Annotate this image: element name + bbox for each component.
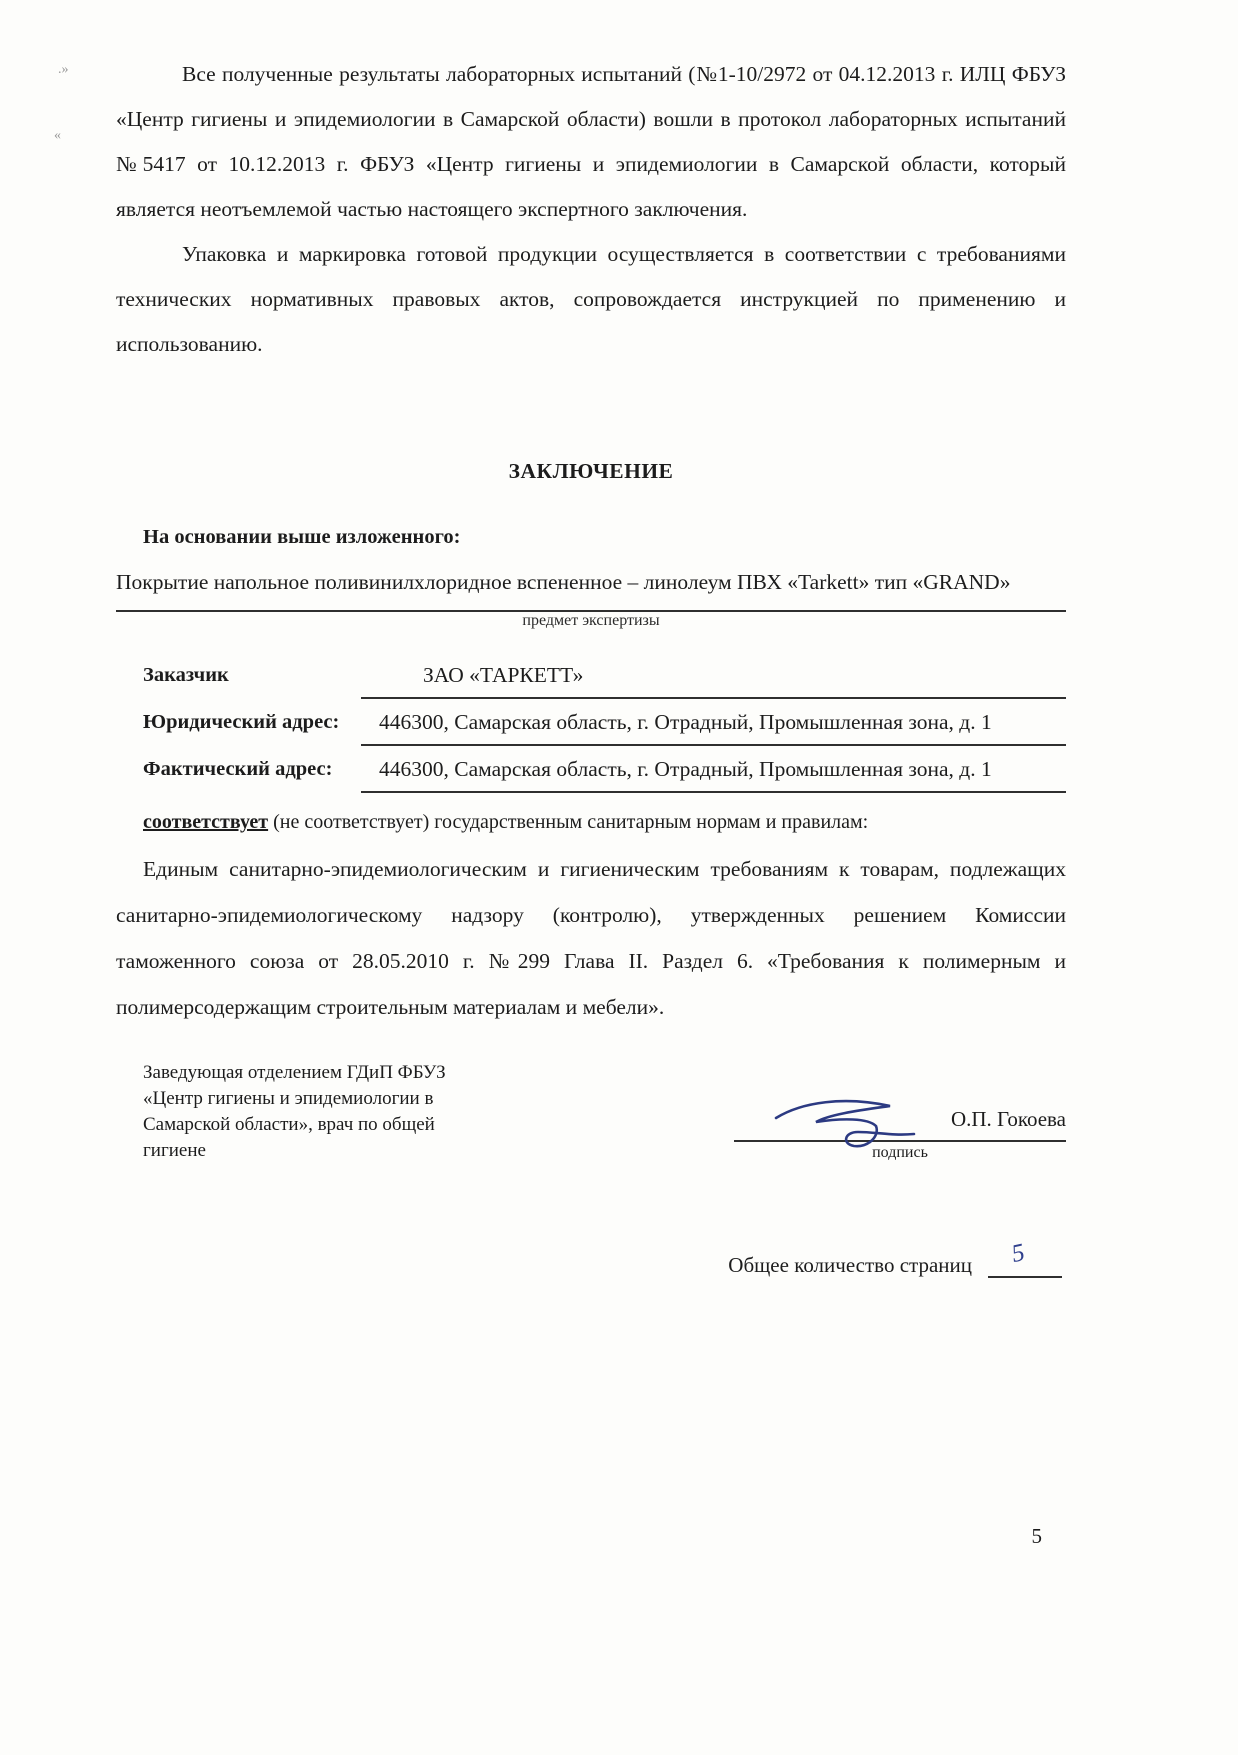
field-row-customer	[116, 652, 1066, 699]
scan-artifact: «	[54, 128, 61, 143]
field-row-actual-address	[116, 746, 1066, 793]
total-pages-blank	[988, 1239, 1062, 1278]
signature-block	[116, 1060, 1066, 1164]
signer-position: Заведующая отделением ГДиП ФБУЗ «Центр гигиены и эпидемиологии в Самарской области», врач по общей гигиене	[143, 1062, 446, 1161]
signature-caption: подпись	[872, 1144, 928, 1161]
page-number: 5	[1031, 1524, 1042, 1548]
conclusion-heading: ЗАКЛЮЧЕНИЕ	[508, 459, 674, 483]
field-row-legal-address	[116, 699, 1066, 746]
field-label-legal-address: Юридический адрес:	[143, 711, 340, 733]
subject-caption: предмет экспертизы	[522, 612, 660, 629]
compliance-paragraph: Единым санитарно-эпидемиологическим и гигиеническим требованиям к товарам, подлежащих санитарно-эпидемиологическому надзору (контролю), утвержденных решением Комиссии таможенного союза от 28.05.2010 г. №299 Глава II. Раздел 6. «Требования к полимерным и полимерсодержащим строительным материалам и мебели».	[116, 857, 1066, 1019]
field-label-actual-address: Фактический адрес:	[143, 758, 333, 780]
total-pages-line	[116, 1239, 1066, 1278]
field-value-legal-address: 446300, Самарская область, г. Отрадный, Промышленная зона, д. 1	[361, 699, 1066, 746]
paragraph-lab-results: Все полученные результаты лабораторных испытаний (№1-10/2972 от 04.12.2013 г. ИЛЦ ФБУЗ «Центр гигиены и эпидемиологии в Самарской области) вошли в протокол лабораторных испытаний №5417 от 10.12.2013 г. ФБУЗ «Центр гигиены и эпидемиологии в Самарской области, который является неотъемлемой частью настоящего экспертного заключения.	[116, 62, 1066, 221]
field-label-customer: Заказчик	[143, 664, 229, 686]
fields-block	[116, 652, 1066, 793]
signer-name: О.П. Гокоева	[950, 1107, 1066, 1131]
compliance-line	[116, 811, 1066, 834]
subject-text: Покрытие напольное поливинилхлоридное вспененное – линолеум ПВХ «Tarkett» тип «GRAND»	[116, 570, 1011, 594]
field-value-actual-address: 446300, Самарская область, г. Отрадный, Промышленная зона, д. 1	[361, 746, 1066, 793]
signature-line	[734, 1074, 1066, 1142]
compliance-rest: (не соответствует) государственным санитарным нормам и правилам:	[268, 811, 869, 833]
scan-artifact: .»	[58, 62, 69, 77]
basis-label: На основании выше изложенного:	[143, 526, 461, 548]
paragraph-packaging: Упаковка и маркировка готовой продукции осуществляется в соответствии с требованиями технических нормативных правовых актов, сопровождается инструкцией по применению и использованию.	[116, 242, 1066, 356]
total-pages-handwritten-value: 5	[1009, 1239, 1028, 1269]
signature-area	[734, 1074, 1066, 1162]
handwritten-signature-icon	[772, 1092, 922, 1156]
compliance-verdict: соответствует	[143, 811, 269, 833]
total-pages-label: Общее количество страниц	[728, 1253, 972, 1277]
field-value-customer: ЗАО «ТАРКЕТТ»	[361, 652, 1066, 699]
